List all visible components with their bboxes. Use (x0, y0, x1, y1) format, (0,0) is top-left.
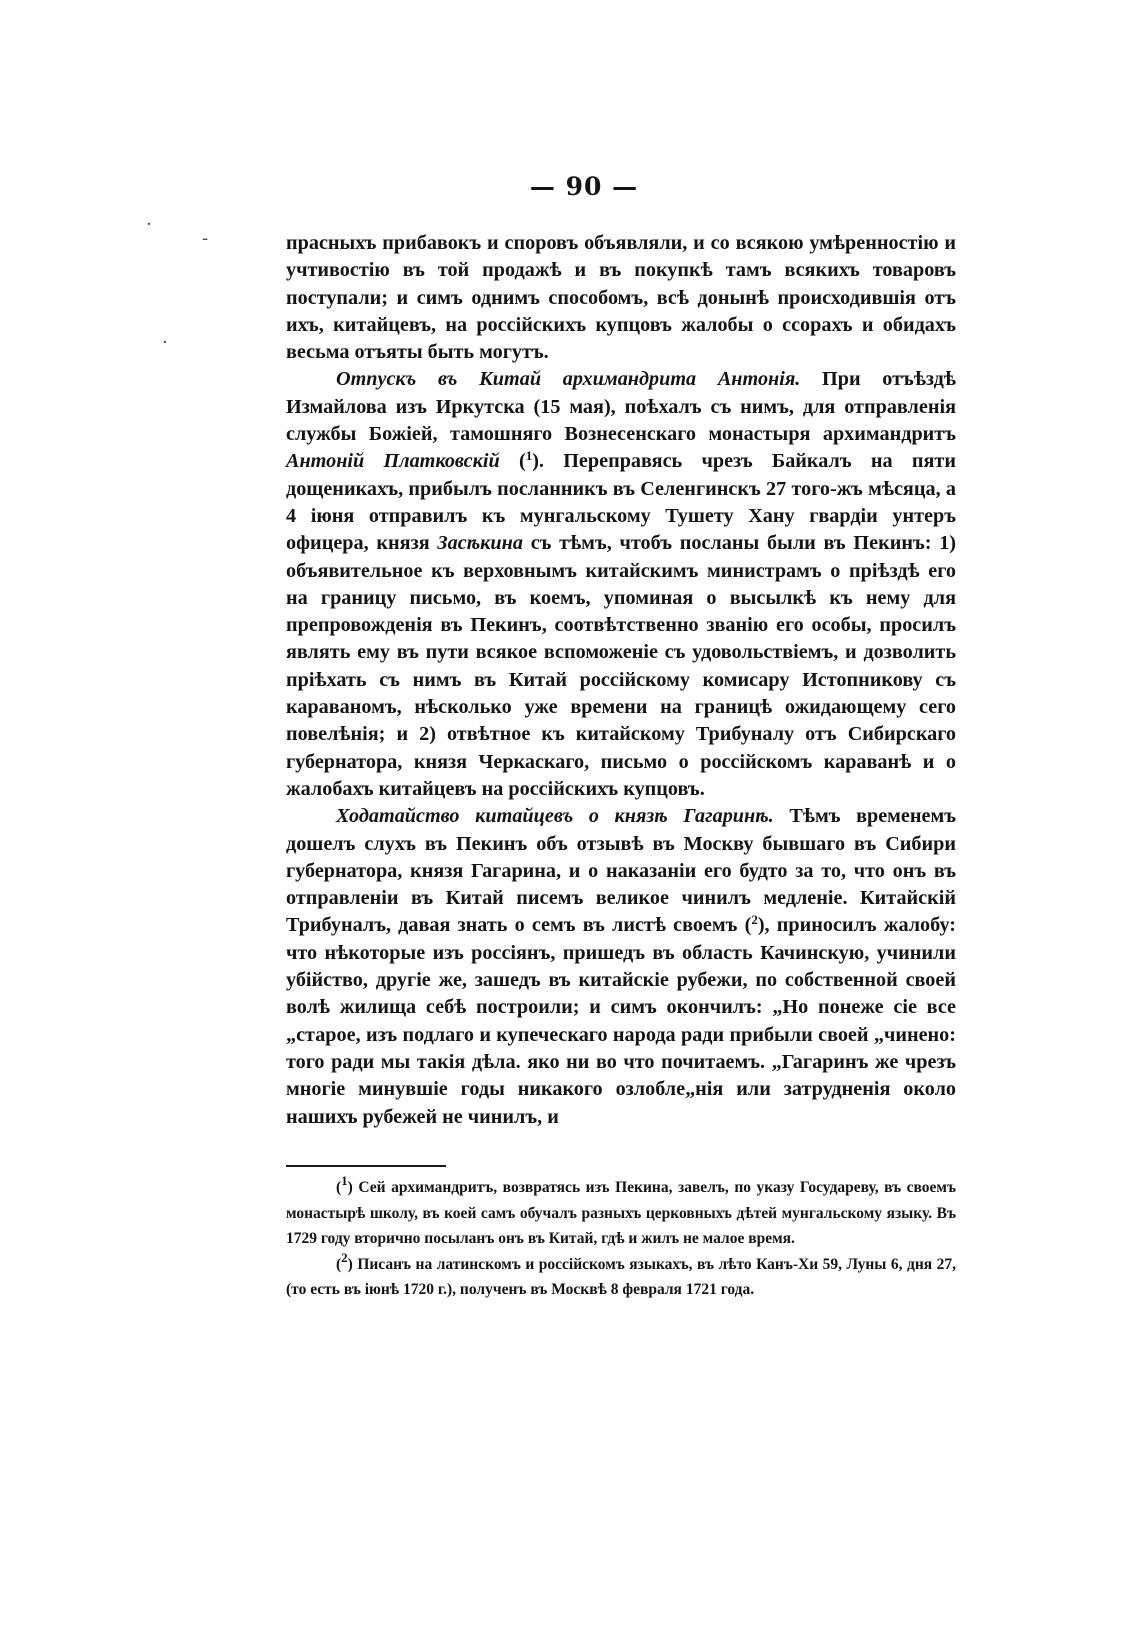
footnote-1-text: Сей архимандритъ, возвратясь изъ Пекина, завелъ, по указу Государеву, въ своемъ монастырѣ школу, въ коей самъ обучалъ разныхъ церковныхъ дѣтей мунгальскому языку. Въ 1729 году вторично посыланъ онъ въ Китай, гдѣ и жилъ не малое время. (286, 1179, 956, 1247)
footnote-ref-2[interactable]: 2 (751, 912, 758, 928)
paragraph-1: прасныхъ прибавокъ и споровъ объявляли, и со всякою умѣренностію и учтивостію въ той продажѣ и въ покупкѣ тамъ всякихъ товаровъ поступали; и симъ однимъ способомъ, всѣ донынѣ происходившія отъ ихъ, китайцевъ, на россійскихъ купцовъ жалобы о ссорахъ и обидахъ весьма отъяты быть могутъ. (286, 232, 956, 364)
stray-mark-3: · (162, 332, 168, 353)
prince-zasekin-name: Засѣкина (437, 532, 523, 555)
sidenote-gagarin: Ходатайство китайцевъ о князѣ Гагаринѣ. (336, 805, 774, 828)
sidenote-antony: Отпускъ въ Китай архимандрита Антонія. (336, 368, 801, 391)
stray-mark-1: · (146, 214, 152, 235)
footnotes (286, 1175, 956, 1303)
stray-mark-2: - (202, 228, 209, 249)
footnote-divider (286, 1165, 446, 1167)
paragraph-2: Отпускъ въ Китай архимандрита Антонія. При отъѣздѣ Измайлова изъ Иркутска (15 мая), поѣхалъ съ нимъ, для отправленія службы Божіей, тамошняго Вознесенскаго монастыря архимандритъ Антоній Платковскій ($^1$). Переправясь чрезъ Байкалъ на пяти дощеникахъ, прибылъ посланникъ въ Селенгинскъ 27 того-жъ мѣсяца, а 4 іюня отправилъ къ мунгальскому Тушету Хану гвардіи унтеръ офицера, князя Засѣкина съ тѣмъ, чтобъ посланы были въ Пекинъ: 1) объявительное къ верховнымъ китайскимъ министрамъ о пріѣздѣ его на границу письмо, въ коемъ, упоминая о высылкѣ къ нему для препровожденія въ Пекинъ, соотвѣтственно званію его особы, просилъ являть ему въ пути всякое вспоможеніе съ удовольствіемъ, и дозволить пріѣхать съ нимъ въ Китай россійскому комисару Истопникову съ караваномъ, нѣсколько уже времени на границѣ ожидающему сего повелѣнія; и 2) отвѣтное къ китайскому Трибуналу отъ Сибирскаго губернатора, князя Черкаскаго, письмо о россійскомъ караванѣ и о жалобахъ китайцевъ на россійскихъ купцовъ. (286, 368, 957, 800)
footnote-2: ($^2$) Писанъ на латинскомъ и россійскомъ языкахъ, въ лѣто Канъ-Хи 59, Луны 6, дня 27, (то есть въ іюнѣ 1720 г.), полученъ въ Москвѣ 8 февраля 1721 года. (286, 1249, 956, 1298)
footnote-1-marker: 1 (341, 1173, 348, 1188)
paragraph-2-text-a: При отъѣздѣ Измайлова изъ Иркутска (15 мая), поѣхалъ съ нимъ, для отправленія службы Божіей, тамошняго Вознесенскаго монастыря архимандритъ (286, 368, 957, 446)
archimandrite-name: Антоній Платковскій (286, 450, 500, 473)
paragraph-3-text-a: Тѣмъ временемъ дошелъ слухъ въ Пекинъ объ отзывѣ въ Москву бывшаго въ Сибири губернатора, князя Гагарина, и о наказаніи его будто за то, что онъ въ отправленіи въ Китай писемъ великое чинилъ медленіе. Китайскій Трибуналъ, давая знать о семъ въ листѣ своемъ (286, 805, 956, 937)
paragraph-2-text-b: Переправясь чрезъ Байкалъ на пяти дощеникахъ, прибылъ посланникъ въ Селенгинскъ 27 того-жъ мѣсяца, а 4 іюня отправилъ къ мунгальскому Тушету Хану гвардіи унтеръ офицера, князя (286, 450, 956, 555)
page-number: — 90 — (529, 172, 639, 201)
paragraph-3-text-b: приносилъ жалобу: что нѣкоторые изъ россіянъ, пришедъ въ область Качинскую, учинили убійство, другіе же, зашедъ въ китайскіе рубежи, по собственной своей волѣ жилища себѣ построили; и симъ окончилъ: „Но понеже сіе все „старое, изъ подлаго и купеческаго народа ради прибыли своей „чинено: того ради мы такія дѣла. яко ни во что почитаемъ. „Гагаринъ же чрезъ многіе минувшіе годы никакого озлобле„нія или затрудненія около нашихъ рубежей не чинилъ, и (286, 914, 957, 1128)
footnote-2-text: Писанъ на латинскомъ и россійскомъ языкахъ, въ лѣто Канъ-Хи 59, Луны 6, дня 27, (то есть въ іюнѣ 1720 г.), полученъ въ Москвѣ 8 февраля 1721 года. (286, 1255, 956, 1298)
paragraph-3: Ходатайство китайцевъ о князѣ Гагаринѣ. Тѣмъ временемъ дошелъ слухъ въ Пекинъ объ отзывѣ въ Москву бывшаго въ Сибири губернатора, князя Гагарина, и о наказаніи его будто за то, что онъ въ отправленіи въ Китай писемъ великое чинилъ медленіе. Китайскій Трибуналъ, давая знать о семъ въ листѣ своемъ ($^2$), приносилъ жалобу: что нѣкоторые изъ россіянъ, пришедъ въ область Качинскую, учинили убійство, другіе же, зашедъ въ китайскіе рубежи, по собственной своей волѣ жилища себѣ построили; и симъ окончилъ: „Но понеже сіе все „старое, изъ подлаго и купеческаго народа ради прибыли своей „чинено: того ради мы такія дѣла. яко ни во что почитаемъ. „Гагаринъ же чрезъ многіе минувшіе годы никакого озлобле„нія или затрудненія около нашихъ рубежей не чинилъ, и (286, 805, 957, 1128)
footnote-ref-1[interactable]: 1 (525, 448, 533, 464)
main-text (286, 230, 956, 1131)
paragraph-2-text-c: съ тѣмъ, чтобъ посланы были въ Пекинъ: 1) объявительное къ верховнымъ китайскимъ министрамъ о пріѣздѣ его на границу письмо, въ коемъ, упоминая о высылкѣ къ нему для препровожденія въ Пекинъ, соотвѣтственно званію его особы, просилъ являть ему въ пути всякое вспоможеніе съ удовольствіемъ, и дозволить пріѣхать съ нимъ въ Китай россійскому комисару Истопникову съ караваномъ, нѣсколько уже времени на границѣ ожидающему сего повелѣнія; и 2) отвѣтное къ китайскому Трибуналу отъ Сибирскаго губернатора, князя Черкаскаго, письмо о россійскомъ караванѣ и о жалобахъ китайцевъ на россійскихъ купцовъ. (286, 532, 957, 800)
footnote-1: ($^1$) Сей архимандритъ, возвратясь изъ Пекина, завелъ, по указу Государеву, въ своемъ монастырѣ школу, въ коей самъ обучалъ разныхъ церковныхъ дѣтей мунгальскому языку. Въ 1729 году вторично посыланъ онъ въ Китай, гдѣ и жилъ не малое время. (286, 1173, 956, 1247)
footnote-2-marker: 2 (341, 1249, 348, 1265)
